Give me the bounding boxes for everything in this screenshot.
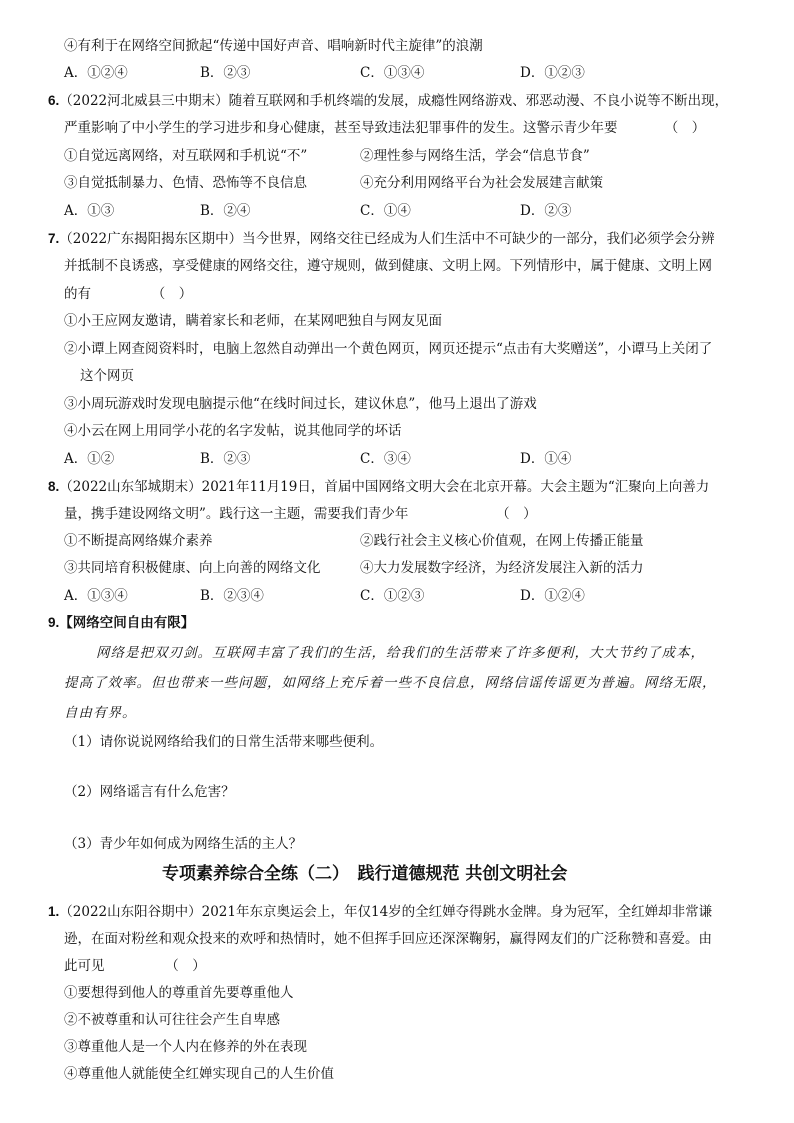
q7-option-a: A．①②: [64, 451, 115, 467]
q9-title-line: [48, 613, 194, 633]
q6-option-b: B．②④: [200, 203, 251, 219]
q6-item-4: ④充分利用网络平台为社会发展建言献策: [360, 175, 603, 191]
q8-option-a: A．①③④: [64, 588, 128, 604]
q7-item-3: ③小周玩游戏时发现电脑提示他“在线时间过长，建议休息”，他马上退出了游戏: [64, 396, 537, 412]
q6-stem-line-2: 严重影响了中小学生的学习进步和身心健康，甚至导致违法犯罪事件的发生。这警示青少年要 （ ）: [64, 120, 706, 136]
q9-title: 【网络空间自由有限】: [59, 615, 195, 631]
q8-stem-line-1: [48, 477, 709, 497]
q6-stem-text-1: （2022河北威县三中期末）随着互联网和手机终端的发展，成瘾性网络游戏、邪恶动漫、不良小说等不断出现，: [59, 93, 729, 109]
s1-item-2: ②不被尊重和认可往往会产生自卑感: [64, 1012, 280, 1028]
q9-subquestion-3: （3）青少年如何成为网络生活的主人？: [64, 836, 303, 852]
q8-option-c: C．①②③: [360, 588, 425, 604]
q6-option-a: A．①③: [64, 203, 115, 219]
s1-item-1: ①要想得到他人的尊重首先要尊重他人: [64, 985, 294, 1001]
q5-option-b: B．②③: [200, 65, 251, 81]
q8-item-2: ②践行社会主义核心价值观，在网上传播正能量: [360, 533, 644, 549]
q5-option-d: D．①②③: [520, 65, 585, 81]
q9-passage-line-3: 自由有界。: [64, 705, 137, 721]
q8-item-3: ③共同培育积极健康、向上向善的网络文化: [64, 560, 321, 576]
q6-option-c: C．①④: [360, 203, 411, 219]
q8-number: 8.: [48, 479, 60, 494]
s1-number: 1.: [48, 904, 60, 919]
s1-stem-line-1: [48, 902, 712, 922]
q6-item-2: ②理性参与网络生活，学会“信息节食”: [360, 148, 590, 164]
q7-item-2-continued: 这个网页: [80, 368, 134, 384]
q8-option-b: B．②③④: [200, 588, 264, 604]
q7-stem-text-1: （2022广东揭阳揭东区期中）当今世界，网络交往已经成为人们生活中不可缺少的一部分，我们必须学会分辨: [59, 231, 715, 247]
section-title: 专项素养综合全练（二） 践行道德规范 共创文明社会: [162, 864, 568, 884]
q9-passage-line-1: 网络是把双刃剑。互联网丰富了我们的生活，给我们的生活带来了许多便利，大大节约了成本，: [96, 645, 705, 661]
q5-option-a: A．①②④: [64, 65, 128, 81]
q5-option-c: C．①③④: [360, 65, 425, 81]
s1-stem-line-2: 逊，在面对粉丝和观众投来的欢呼和热情时，她不但挥手回应还深深鞠躬，赢得网友们的广泛称赞和喜爱。由: [64, 931, 712, 947]
q7-option-b: B．②③: [200, 451, 251, 467]
s1-stem-text-1: （2022山东阳谷期中）2021年东京奥运会上，年仅14岁的全红婵夺得跳水金牌。身为冠军，全红婵却非常谦: [59, 904, 713, 920]
q8-option-d: D．①②④: [520, 588, 585, 604]
q9-number: 9.: [48, 615, 60, 630]
q9-subquestion-1: （1）请你说说网络给我们的日常生活带来哪些便利。: [64, 734, 384, 750]
q7-item-1: ①小王应网友邀请，瞒着家长和老师，在某网吧独自与网友见面: [64, 313, 442, 329]
q6-item-3: ③自觉抵制暴力、色情、恐怖等不良信息: [64, 175, 307, 191]
q6-stem-line-1: [48, 91, 728, 111]
q6-item-1: ①自觉远离网络，对互联网和手机说“不”: [64, 148, 308, 164]
q7-number: 7.: [48, 231, 60, 246]
s1-item-3: ③尊重他人是一个人内在修养的外在表现: [64, 1039, 307, 1055]
q9-subquestion-2: （2）网络谣言有什么危害？: [64, 784, 235, 800]
q7-item-2: ②小谭上网查阅资料时，电脑上忽然自动弹出一个黄色网页，网页还提示“点击有大奖赠送”，小谭马上关闭了: [64, 341, 713, 357]
q7-stem-line-1: [48, 229, 715, 249]
q6-number: 6.: [48, 93, 60, 108]
q8-item-4: ④大力发展数字经济，为经济发展注入新的活力: [360, 560, 644, 576]
q7-stem-line-2: 并抵制不良诱惑，享受健康的网络交往，遵守规则，做到健康、文明上网。下列情形中，属于健康、文明上网: [64, 258, 712, 274]
q5-item-4: ④有利于在网络空间掀起“传递中国好声音、唱响新时代主旋律”的浪潮: [64, 38, 483, 54]
q8-stem-text-1: （2022山东邹城期末）2021年11月19日，首届中国网络文明大会在北京开幕。大会主题为“汇聚向上向善力: [59, 479, 710, 495]
q8-stem-line-2: 量，携手建设网络文明”。践行这一主题，需要我们青少年 （ ）: [64, 506, 537, 522]
s1-stem-line-3: 此可见 （ ）: [64, 958, 206, 974]
q7-item-4: ④小云在网上用同学小花的名字发帖，说其他同学的坏话: [64, 423, 402, 439]
q6-option-d: D．②③: [520, 203, 572, 219]
q7-option-d: D．①④: [520, 451, 572, 467]
q8-item-1: ①不断提高网络媒介素养: [64, 533, 213, 549]
q7-stem-line-3: 的有 （ ）: [64, 286, 193, 302]
s1-item-4: ④尊重他人就能使全红婵实现自己的人生价值: [64, 1066, 334, 1082]
q9-passage-line-2: 提高了效率。但也带来一些问题，如网络上充斥着一些不良信息，网络信谣传谣更为普遍。网络无限，: [64, 675, 717, 691]
q7-option-c: C．③④: [360, 451, 411, 467]
